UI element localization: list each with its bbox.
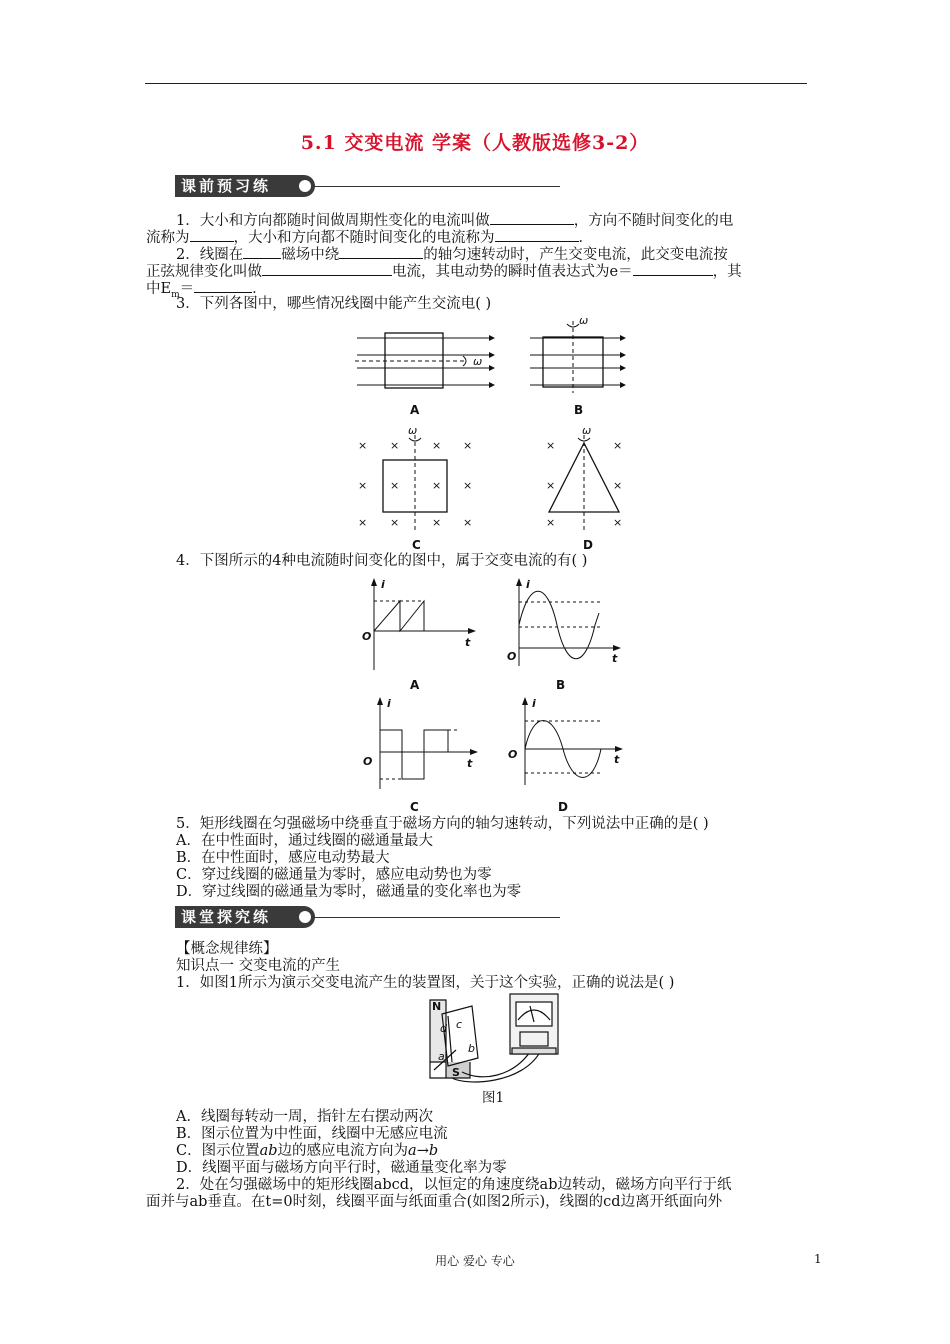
q4-graph-d <box>505 697 625 787</box>
cross-mark: × <box>546 479 556 492</box>
p1-option-b: B．图示位置为中性面，线圈中无感应电流 <box>176 1126 448 1142</box>
cross-mark: × <box>613 516 623 529</box>
p1-option-a: A．线圈每转动一周，指针左右摆动两次 <box>176 1109 433 1125</box>
q3-figure-c <box>352 425 482 535</box>
q3-figure-b <box>528 315 628 395</box>
cross-mark: × <box>463 479 473 492</box>
cross-mark: × <box>358 439 368 452</box>
q2-text-g: 中E <box>146 281 172 297</box>
cross-mark: × <box>463 516 473 529</box>
q4-caption-a: A <box>410 678 420 692</box>
q2-text-a: 2．线圈在 <box>176 247 244 263</box>
q3-caption-a: A <box>410 403 420 417</box>
q3-caption-d: D <box>583 538 593 552</box>
q2-text-f: ，其 <box>712 264 742 280</box>
omega-label: ω <box>582 425 592 437</box>
q4-graph-b <box>505 578 625 668</box>
q2-text-i: ． <box>252 281 267 297</box>
axis-t: t <box>467 757 473 770</box>
p1-option-c-mid: 边的感应电流方向为 <box>277 1143 409 1159</box>
coil-d-label: d <box>440 1022 447 1035</box>
p1-option-c-pre: C．图示位置 <box>176 1143 260 1159</box>
q1-text-e: ． <box>578 230 593 246</box>
section-band-preview <box>175 175 560 197</box>
cross-mark: × <box>390 516 400 529</box>
blank <box>190 228 234 242</box>
arrow-right-icon: → <box>416 1143 429 1159</box>
p1-text: 1．如图1所示为演示交变电流产生的装置图，关于这个实验，正确的说法是( ) <box>176 975 675 991</box>
knowledge-point-1: 知识点一 交变电流的产生 <box>176 958 341 974</box>
blank <box>243 245 281 259</box>
cross-mark: × <box>390 479 400 492</box>
cross-mark: × <box>613 479 623 492</box>
section-dot <box>299 911 311 923</box>
origin-label: O <box>362 630 372 643</box>
origin-label: O <box>507 650 517 663</box>
section-rule <box>313 917 560 918</box>
cross-mark: × <box>358 516 368 529</box>
p1-option-d: D．线圈平面与磁场方向平行时，磁通量变化率为零 <box>176 1160 507 1176</box>
cross-mark: × <box>390 439 400 452</box>
q4-graph-a <box>360 578 480 673</box>
axis-i: i <box>381 578 385 591</box>
q5-option-b: B．在中性面时，感应电动势最大 <box>176 850 390 866</box>
cross-mark: × <box>432 479 442 492</box>
magnet-n-label: N <box>432 1000 442 1013</box>
axis-i: i <box>387 697 391 710</box>
q3-figure-a <box>355 330 495 392</box>
omega-label: ω <box>473 355 483 368</box>
coil-c-label: c <box>456 1018 463 1031</box>
blank <box>262 262 392 276</box>
axis-t: t <box>614 753 620 766</box>
q3-figure-d <box>540 425 640 535</box>
q1-text-c: 流称为 <box>146 230 190 246</box>
q4-caption-c: C <box>410 800 419 814</box>
p2-line1: 2．处在匀强磁场中的矩形线圈abcd，以恒定的角速度绕ab边转动，磁场方向平行于纸 <box>176 1177 732 1193</box>
axis-i: i <box>532 697 536 710</box>
coil-a-label: a <box>438 1050 445 1063</box>
q4-text: 4．下图所示的4种电流随时间变化的图中，属于交变电流的有( ) <box>176 553 588 569</box>
q5-option-d: D．穿过线圈的磁通量为零时，磁通量的变化率也为零 <box>176 884 522 900</box>
q2-subscript: m <box>171 289 180 300</box>
q4-caption-d: D <box>558 800 568 814</box>
header-rule <box>145 83 807 84</box>
p1-option-c-b: b <box>428 1143 439 1159</box>
p1-option-c-ab: ab <box>259 1143 278 1159</box>
q5-text: 5．矩形线圈在匀强磁场中绕垂直于磁场方向的轴匀速转动，下列说法中正确的是( ) <box>176 816 709 832</box>
q2-text-h: ＝ <box>179 281 195 297</box>
fig1-apparatus <box>412 992 562 1087</box>
section-label: 课堂探究练 <box>175 906 315 928</box>
cross-mark: × <box>546 516 556 529</box>
q4-graph-c <box>360 697 480 792</box>
q3-caption-c: C <box>412 538 421 552</box>
q2-text-b: 磁场中绕 <box>281 247 340 263</box>
page-title: 5.1 交变电流 学案（人教版选修3-2） <box>300 132 650 154</box>
q3-text: 3．下列各图中，哪些情况线圈中能产生交流电( ) <box>176 296 492 312</box>
page-footer: 用心 爱心 专心 <box>435 1254 515 1268</box>
origin-label: O <box>508 748 518 761</box>
axis-i: i <box>526 578 530 591</box>
fig1-caption: 图1 <box>482 1090 505 1106</box>
section-dot <box>299 180 311 192</box>
blank <box>490 211 574 225</box>
cross-mark: × <box>432 516 442 529</box>
q2-text-e: 电流，其电动势的瞬时值表达式为e＝ <box>392 264 633 280</box>
q1-text-a: 1．大小和方向都随时间做周期性变化的电流叫做 <box>176 213 490 229</box>
q1-text-d: ，大小和方向都不随时间变化的电流称为 <box>233 230 495 246</box>
cross-mark: × <box>432 439 442 452</box>
origin-label: O <box>363 755 373 768</box>
magnet-s-label: S <box>452 1066 460 1079</box>
coil-b-label: b <box>468 1042 475 1055</box>
blank <box>339 245 423 259</box>
page-number: 1 <box>814 1252 822 1266</box>
omega-label: ω <box>579 315 589 327</box>
q4-caption-b: B <box>556 678 566 692</box>
p1-option-c-a: a <box>408 1143 417 1159</box>
axis-t: t <box>612 652 618 665</box>
omega-label: ω <box>408 425 418 437</box>
q2-text-d: 正弦规律变化叫做 <box>146 264 262 280</box>
q5-option-a: A．在中性面时，通过线圈的磁通量最大 <box>176 833 433 849</box>
section-label: 课前预习练 <box>175 175 315 197</box>
q5-option-c: C．穿过线圈的磁通量为零时，感应电动势也为零 <box>176 867 492 883</box>
p2-line2: 面并与ab垂直。在t=0时刻，线圈平面与纸面重合(如图2所示)，线圈的cd边离开纸面向外 <box>146 1194 723 1210</box>
q1-text-b: ，方向不随时间变化的电 <box>573 213 734 229</box>
cross-mark: × <box>358 479 368 492</box>
cross-mark: × <box>613 439 623 452</box>
blank <box>633 262 713 276</box>
q3-caption-b: B <box>574 403 584 417</box>
cross-mark: × <box>463 439 473 452</box>
q2-text-c: 的轴匀速转动时，产生交变电流，此交变电流按 <box>423 247 728 263</box>
blank <box>194 279 252 293</box>
concept-heading: 【概念规律练】 <box>176 941 278 957</box>
blank <box>495 228 579 242</box>
axis-t: t <box>465 636 471 649</box>
p1-option-c <box>176 1143 438 1160</box>
section-band-class <box>175 906 560 928</box>
section-rule <box>313 186 560 187</box>
cross-mark: × <box>546 439 556 452</box>
